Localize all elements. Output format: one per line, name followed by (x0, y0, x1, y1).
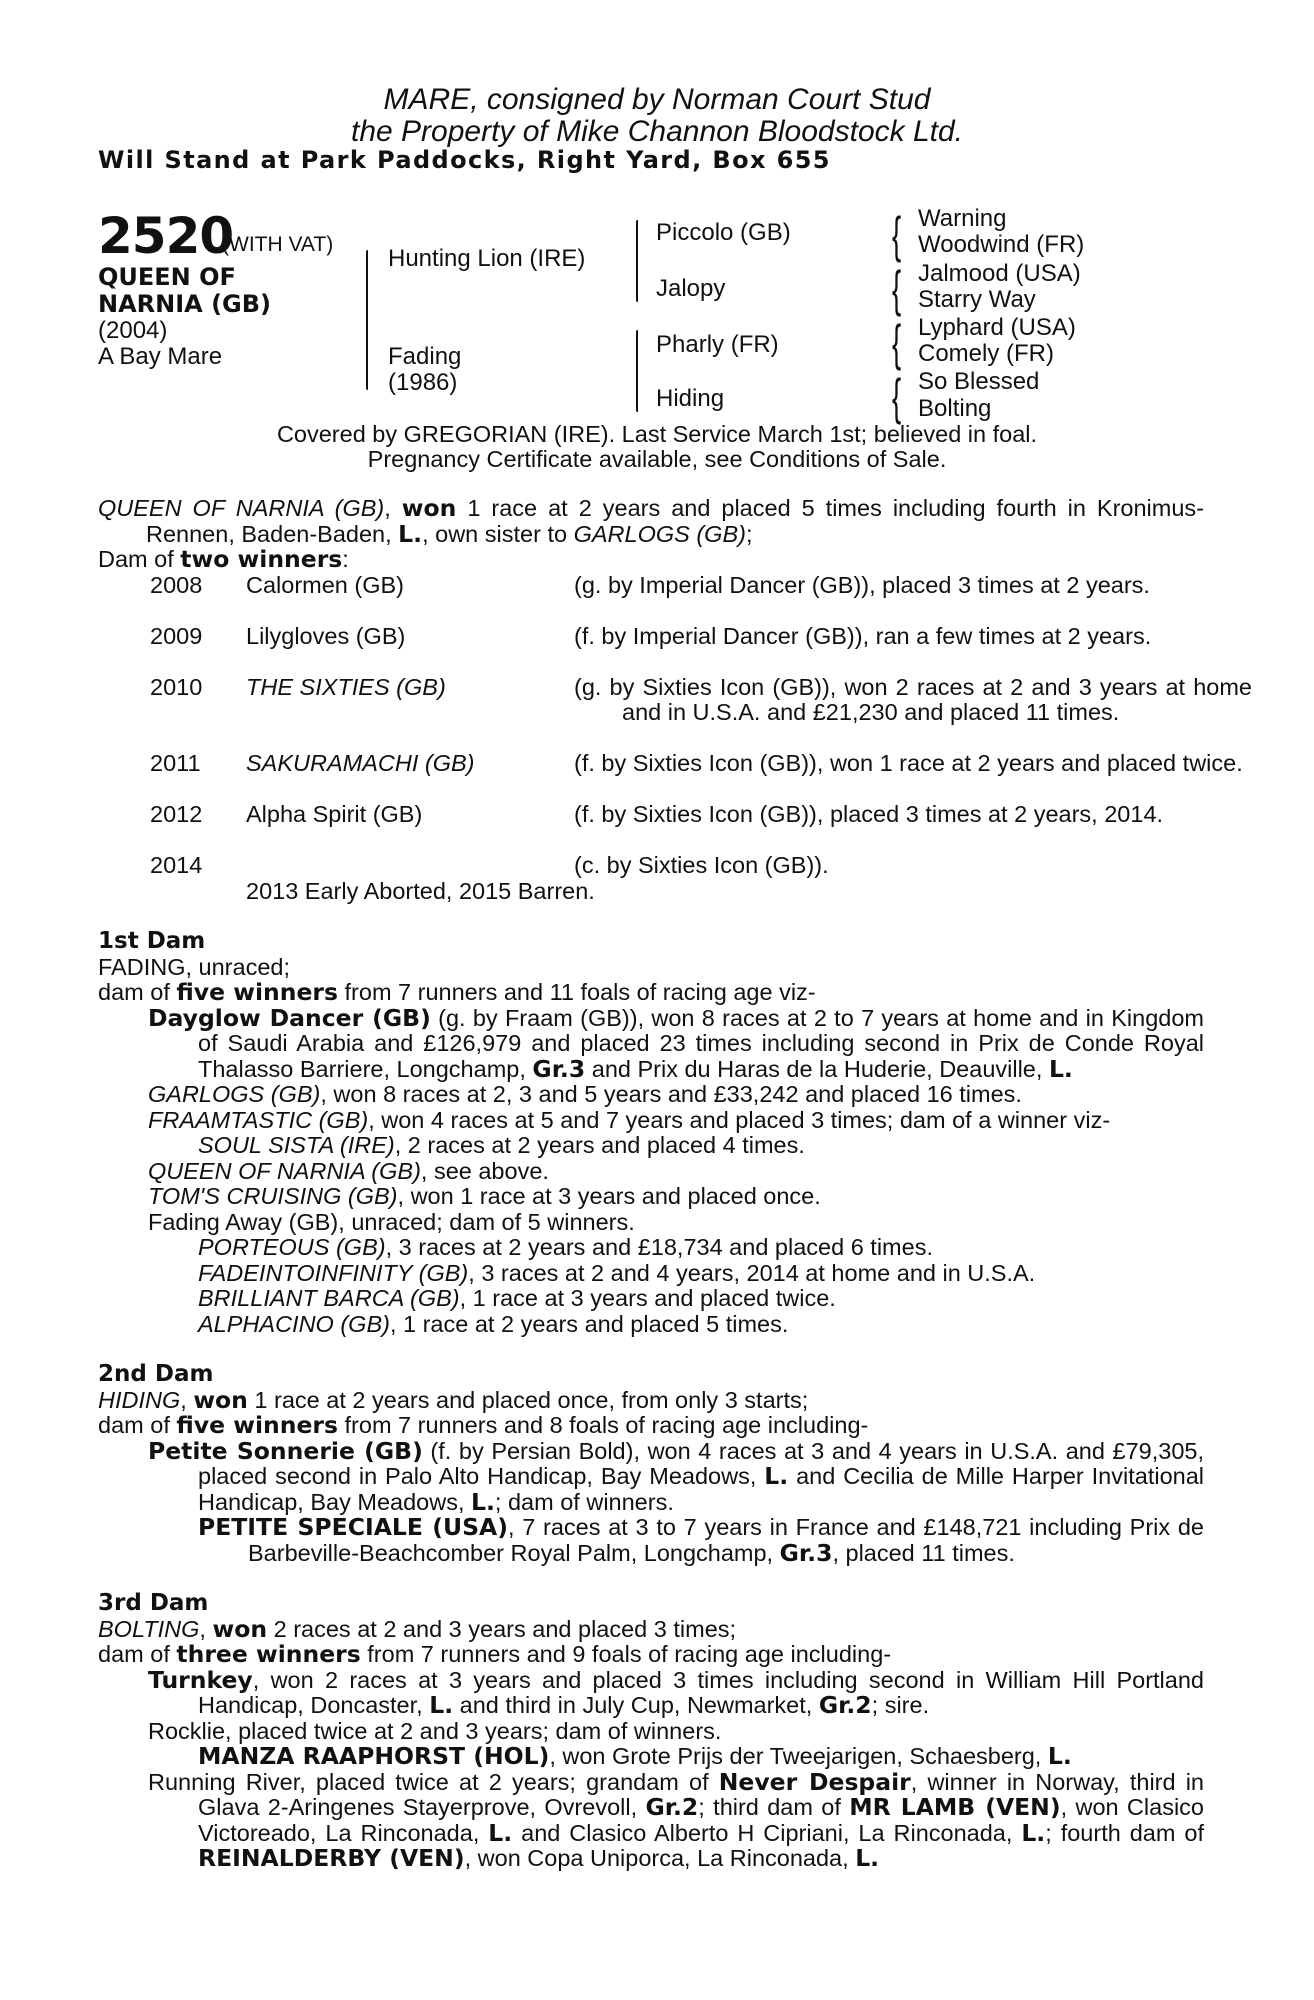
dam1-dayglow: Dayglow Dancer (GB) (g. by Fraam (GB)), won 8 races at 2 to 7 years at home and in Kingdom of Saudi Arabia and £126,979 and placed 23 times including second in Prix de Conde Royal Thalasso Barriere, Longchamp, Gr.3 and Prix du Haras de la Huderie, Deauville, L. (148, 1003, 1204, 1083)
pedigree-brace-dam (636, 330, 638, 412)
pedigree-sire-sire: Piccolo (GB) (656, 219, 791, 246)
progeny-year: 2008 (150, 571, 203, 598)
location-line: Will Stand at Park Paddocks, Right Yard, Box 655 (98, 146, 831, 174)
dam-of-line: Dam of two winners: (98, 545, 349, 573)
dam2-petite-sonnerie: Petite Sonnerie (GB) (f. by Persian Bold), won 4 races at 3 and 4 years in U.S.A. and £79,305, placed second in Palo Alto Handicap, Bay Meadows, L. and Cecilia de Mille Harper Invitational Handicap, Bay Meadows, L.; dam of winners. (148, 1436, 1204, 1516)
dam1-line1: FADING, unraced; (98, 953, 290, 980)
dam1-fraamtastic: FRAAMTASTIC (GB), won 4 races at 5 and 7 years and placed 3 times; dam of a winner viz- (148, 1106, 1111, 1133)
consignor-line: MARE, consigned by Norman Court Stud (383, 83, 931, 116)
dam1-brilliant-barca: BRILLIANT BARCA (GB), 1 race at 3 years and placed twice. (198, 1285, 836, 1311)
dam1-garlogs: GARLOGS (GB), won 8 races at 2, 3 and 5 years and £33,242 and placed 16 times. (148, 1081, 1022, 1107)
brace-3b: { (892, 261, 902, 317)
dam2-line2: dam of five winners from 7 runners and 8 foals of racing age including- (98, 1411, 869, 1439)
progeny-name: THE SIXTIES (GB) (246, 673, 446, 700)
pedigree-ddd: Bolting (918, 395, 992, 422)
pedigree-sss: Warning (918, 205, 1007, 232)
progeny-row (98, 750, 1243, 802)
progeny-year: 2012 (150, 801, 203, 827)
dam3-line2: dam of three winners from 7 runners and 9 foals of racing age including- (98, 1640, 892, 1668)
pedigree-dss: Lyphard (USA) (918, 314, 1076, 341)
horse-description: A Bay Mare (98, 343, 223, 370)
progeny-row (98, 853, 1204, 879)
intro-paragraph: QUEEN OF NARNIA (GB), won 1 race at 2 years and placed 5 times including fourth in Kronimus-Rennen, Baden-Baden, L., own sister to GARLOGS (GB); (98, 494, 1204, 548)
progeny-row (98, 802, 1204, 853)
pedigree-dds: So Blessed (918, 368, 1040, 395)
property-line: the Property of Mike Channon Bloodstock Ltd. (350, 115, 963, 148)
dam1-fadeintoinfinity: FADEINTOINFINITY (GB), 3 races at 2 and 4 years, 2014 at home and in U.S.A. (198, 1259, 1036, 1286)
pedigree-dam-year: (1986) (388, 369, 458, 396)
dam1-fading-away: Fading Away (GB), unraced; dam of 5 winners. (148, 1208, 635, 1235)
progeny-detail: (g. by Sixties Icon (GB)), won 2 races at 2 and 3 years at home and in U.S.A. and £21,230 and placed 11 times. (574, 673, 1252, 725)
progeny-row (98, 673, 1252, 752)
progeny-year: 2009 (150, 622, 203, 649)
dam3-heading: 3rd Dam (98, 1590, 209, 1616)
pedigree-sdd: Starry Way (918, 286, 1036, 313)
progeny-year: 2010 (150, 673, 203, 700)
progeny-detail: (f. by Sixties Icon (GB)), placed 3 times at 2 years, 2014. (574, 801, 1164, 827)
catalogue-text (98, 494, 1252, 1872)
progeny-row (98, 624, 1204, 675)
pedigree-brace-sire (636, 220, 638, 302)
dam1-alphacino: ALPHACINO (GB), 1 race at 2 years and placed 5 times. (198, 1310, 789, 1337)
dam2-petite-speciale: PETITE SPECIALE (USA), 7 races at 3 to 7 years in France and £148,721 including Prix de Barbeville-Beachcomber Royal Palm, Longchamp, Gr.3, placed 11 times. (198, 1513, 1204, 1567)
dam2-line1: HIDING, won 1 race at 2 years and placed once, from only 3 starts; (98, 1385, 809, 1414)
progeny-year: 2011 (150, 750, 201, 776)
pregnancy-line: Pregnancy Certificate available, see Conditions of Sale. (367, 446, 947, 472)
progeny-name: SAKURAMACHI (GB) (246, 750, 475, 776)
dam1-heading: 1st Dam (98, 928, 206, 954)
dam1-queen: QUEEN OF NARNIA (GB), see above. (148, 1157, 549, 1184)
progeny-note: 2013 Early Aborted, 2015 Barren. (246, 877, 595, 904)
horse-name-line2: NARNIA (GB) (98, 290, 272, 318)
brace-3c: { (892, 315, 902, 371)
pedigree-dsd: Comely (FR) (918, 340, 1054, 367)
dam3-rocklie: Rocklie, placed twice at 2 and 3 years; dam of winners. (148, 1717, 722, 1744)
brace-3a: { (892, 207, 902, 263)
progeny-detail: (f. by Imperial Dancer (GB)), ran a few times at 2 years. (574, 622, 1152, 649)
progeny-name: Alpha Spirit (GB) (246, 801, 423, 827)
pedigree-dam: Fading (388, 343, 462, 370)
foaling-year: (2004) (98, 317, 168, 344)
dam2-heading: 2nd Dam (98, 1361, 214, 1387)
pedigree-dam-dam: Hiding (656, 385, 725, 412)
pedigree-dam-sire: Pharly (FR) (656, 331, 779, 358)
progeny-list (98, 571, 1252, 879)
brace-3d: { (892, 369, 902, 425)
pedigree-brace-main (366, 250, 368, 390)
progeny-detail: (g. by Imperial Dancer (GB)), placed 3 times at 2 years. (574, 571, 1150, 598)
progeny-name: Calormen (GB) (246, 571, 405, 598)
dam3-line1: BOLTING, won 2 races at 2 and 3 years and placed 3 times; (98, 1614, 737, 1643)
pedigree-ssd: Woodwind (FR) (918, 231, 1085, 258)
vat-label: (WITH VAT) (222, 233, 334, 256)
dam3-running-river: Running River, placed twice at 2 years; grandam of Never Despair, winner in Norway, third in Glava 2-Aringenes Stayerprove, Ovrevoll, Gr.2; third dam of MR LAMB (VEN), won Clasico Victoreado, La Rinconada, L. and Clasico Alberto H Cipriani, La Rinconada, L.; fourth dam of REINALDERBY (VEN), won Copa Uniporca, La Rinconada, L. (148, 1767, 1205, 1872)
dam1-soul-sista: SOUL SISTA (IRE), 2 races at 2 years and placed 4 times. (198, 1132, 805, 1158)
progeny-detail: (f. by Sixties Icon (GB)), won 1 race at 2 years and placed twice. (574, 750, 1243, 776)
covered-line: Covered by GREGORIAN (IRE). Last Service March 1st; believed in foal. (276, 421, 1038, 447)
pedigree-sire-dam: Jalopy (656, 275, 726, 302)
progeny-year: 2014 (150, 852, 203, 878)
dam1-line2: dam of five winners from 7 runners and 11 foals of racing age viz- (98, 978, 816, 1006)
dam3-turnkey: Turnkey, won 2 races at 3 years and placed 3 times including second in William Hill Portland Handicap, Doncaster, L. and third in July Cup, Newmarket, Gr.2; sire. (148, 1665, 1204, 1719)
horse-name-line1: QUEEN OF (98, 263, 236, 291)
dam1-porteous: PORTEOUS (GB), 3 races at 2 years and £18,734 and placed 6 times. (198, 1234, 933, 1260)
pedigree-sire: Hunting Lion (IRE) (388, 245, 586, 272)
progeny-name: Lilygloves (GB) (246, 622, 406, 649)
progeny-row (98, 573, 1204, 624)
pedigree-sds: Jalmood (USA) (918, 260, 1081, 287)
dam1-toms: TOM'S CRUISING (GB), won 1 race at 3 years and placed once. (148, 1183, 821, 1209)
progeny-detail: (c. by Sixties Icon (GB)). (574, 852, 829, 878)
lot-number: 2520 (98, 207, 234, 265)
dam3-manza: MANZA RAAPHORST (HOL), won Grote Prijs der Tweejarigen, Schaesberg, L. (198, 1742, 1072, 1770)
